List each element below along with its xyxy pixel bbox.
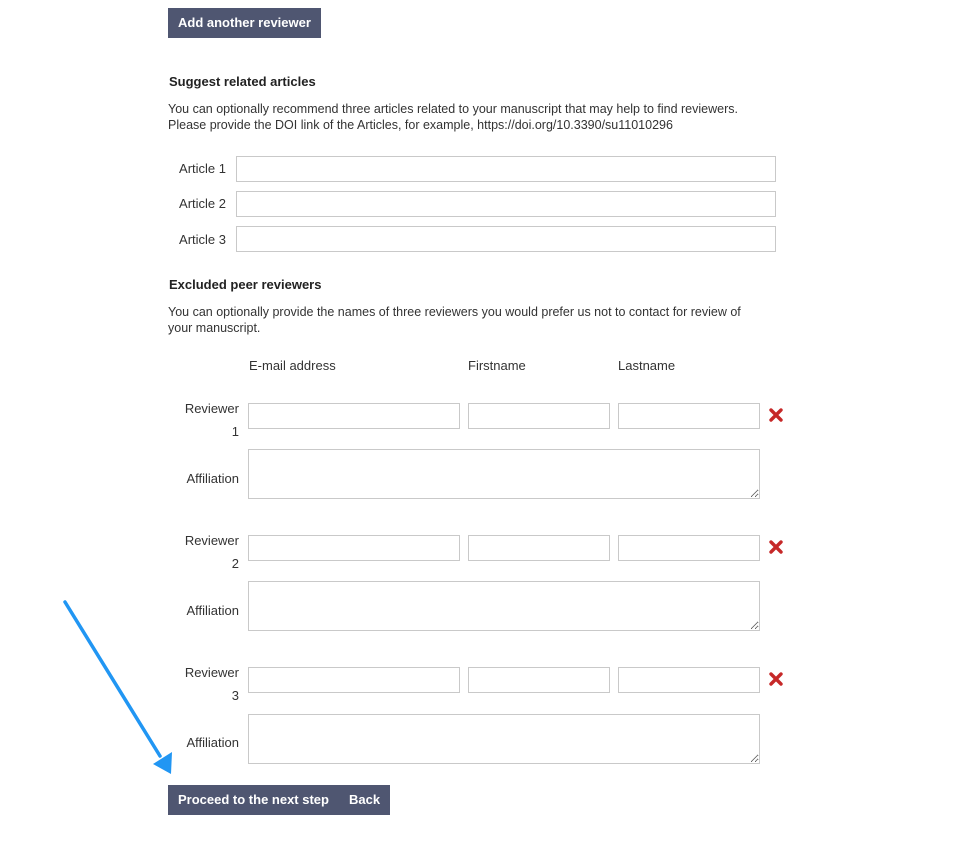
reviewer-1-label-word: Reviewer: [184, 401, 239, 416]
reviewer-1-label: [170, 397, 239, 443]
reviewer-3-affiliation-label: Affiliation: [186, 735, 239, 750]
reviewer-2-label: [170, 529, 239, 575]
article-1-input[interactable]: [236, 156, 776, 182]
related-description-line-2: Please provide the DOI link of the Articles, for example, https://doi.org/10.3390/su11010296: [168, 118, 673, 132]
reviewer-2-firstname-input[interactable]: [468, 535, 610, 561]
excluded-description-line-1: You can optionally provide the names of three reviewers you would prefer us not to contact for review of: [168, 305, 741, 319]
related-articles-description: [168, 101, 768, 133]
reviewer-3-affiliation-input[interactable]: [248, 714, 760, 764]
reviewer-1-label-number: 1: [231, 424, 239, 439]
related-description-line-1: You can optionally recommend three articles related to your manuscript that may help to find reviewers.: [168, 102, 738, 116]
firstname-column-header: Firstname: [468, 358, 526, 373]
article-2-input[interactable]: [236, 191, 776, 217]
article-3-input[interactable]: [236, 226, 776, 252]
reviewer-1-lastname-input[interactable]: [618, 403, 760, 429]
reviewer-1-remove-x-icon[interactable]: [769, 408, 783, 422]
reviewer-1-firstname-input[interactable]: [468, 403, 610, 429]
proceed-next-step-button[interactable]: Proceed to the next step: [168, 785, 339, 815]
reviewer-3-firstname-input[interactable]: [468, 667, 610, 693]
reviewer-2-affiliation-input[interactable]: [248, 581, 760, 631]
article-3-label: Article 3: [179, 232, 226, 247]
back-button[interactable]: Back: [339, 785, 390, 815]
reviewer-2-email-input[interactable]: [248, 535, 460, 561]
reviewer-2-remove-x-icon[interactable]: [769, 540, 783, 554]
reviewer-3-email-input[interactable]: [248, 667, 460, 693]
article-2-label: Article 2: [179, 196, 226, 211]
excluded-description-line-2: your manuscript.: [168, 321, 261, 335]
reviewer-3-lastname-input[interactable]: [618, 667, 760, 693]
reviewer-3-label: [170, 661, 239, 707]
email-column-header: E-mail address: [249, 358, 336, 373]
reviewer-2-label-word: Reviewer: [184, 533, 239, 548]
reviewer-1-email-input[interactable]: [248, 403, 460, 429]
reviewer-2-lastname-input[interactable]: [618, 535, 760, 561]
reviewer-3-label-number: 3: [231, 688, 239, 703]
lastname-column-header: Lastname: [618, 358, 676, 373]
reviewer-3-remove-x-icon[interactable]: [769, 672, 783, 686]
reviewer-2-label-number: 2: [231, 556, 239, 571]
reviewer-3-label-word: Reviewer: [184, 665, 239, 680]
article-1-label: Article 1: [179, 161, 226, 176]
reviewer-1-affiliation-input[interactable]: [248, 449, 760, 499]
add-another-reviewer-button[interactable]: Add another reviewer: [168, 8, 321, 38]
reviewer-1-affiliation-label: Affiliation: [186, 471, 239, 486]
excluded-reviewers-heading: Excluded peer reviewers: [169, 277, 322, 292]
related-articles-heading: Suggest related articles: [169, 74, 316, 89]
reviewer-2-affiliation-label: Affiliation: [186, 603, 239, 618]
excluded-reviewers-description: [168, 304, 768, 336]
